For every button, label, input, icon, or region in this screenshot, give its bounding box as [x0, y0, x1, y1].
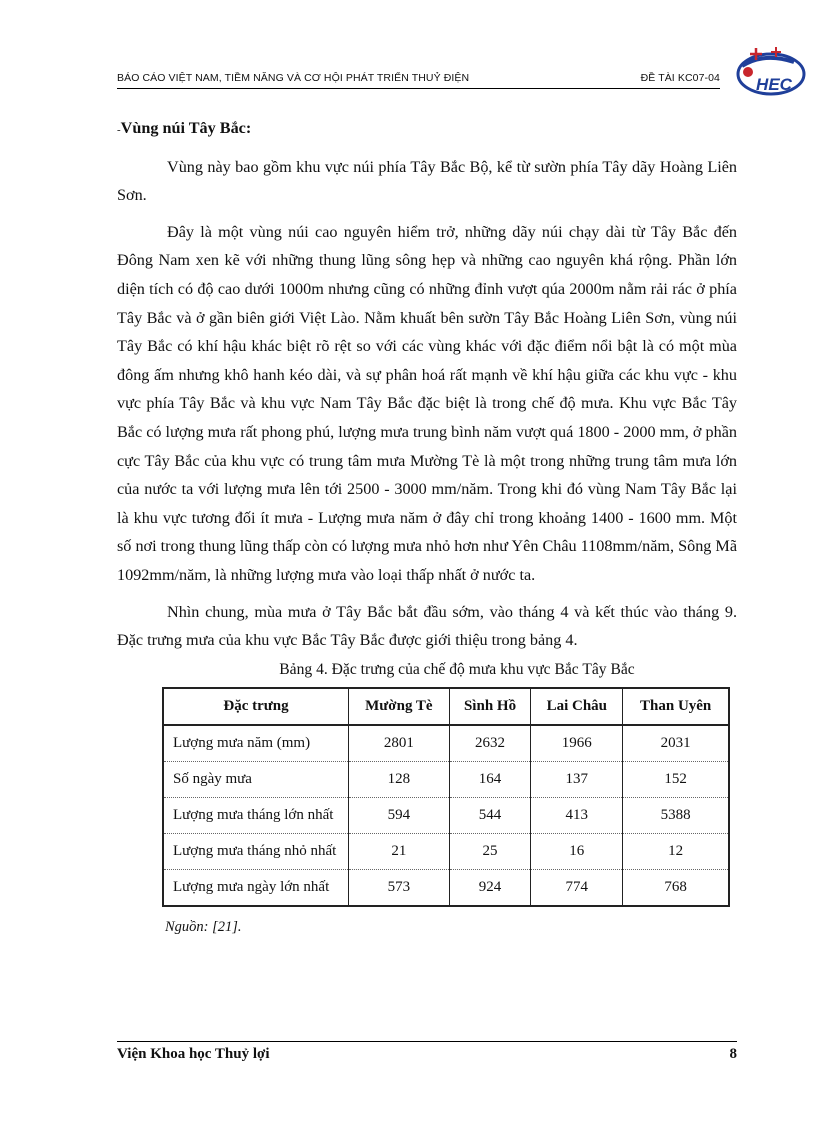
cell-value: 594	[349, 797, 450, 833]
section-heading	[117, 114, 737, 145]
col-header-lai-chau: Lai Châu	[531, 688, 623, 725]
paragraph-1: Vùng này bao gồm khu vực núi phía Tây Bắc Bộ, kể từ sườn phía Tây dãy Hoàng Liên Sơn.	[117, 157, 737, 205]
table-row	[163, 833, 729, 869]
page-number: 8	[729, 1046, 737, 1062]
col-header-muong-te: Mường Tè	[349, 688, 450, 725]
col-header-than-uyen: Than Uyên	[623, 688, 729, 725]
cell-value: 774	[531, 869, 623, 906]
cell-value: 21	[349, 833, 450, 869]
table-header-row	[163, 688, 729, 725]
cell-value: 413	[531, 797, 623, 833]
cell-value: 768	[623, 869, 729, 906]
footer-institute: Viện Khoa học Thuỷ lợi	[117, 1046, 270, 1062]
header-project-code: ĐỀ TÀI KC07-04	[640, 72, 720, 84]
table-source: Nguồn: [21].	[165, 918, 242, 935]
cell-value: 137	[531, 761, 623, 797]
page-footer	[117, 1041, 737, 1063]
hec-logo	[734, 44, 808, 100]
table-row	[163, 725, 729, 762]
table-row	[163, 869, 729, 906]
page-header	[117, 72, 720, 89]
col-header-characteristic: Đặc trưng	[163, 688, 349, 725]
heading-text: Vùng núi Tây Bắc:	[120, 119, 252, 137]
cell-value: 544	[449, 797, 531, 833]
header-report-title: BÁO CÁO VIỆT NAM, TIỀM NĂNG VÀ CƠ HỘI PHÁT TRIỂN THUỶ ĐIỆN	[117, 72, 470, 84]
table-row	[163, 761, 729, 797]
document-body	[117, 114, 737, 941]
cell-value: 924	[449, 869, 531, 906]
table-row	[163, 797, 729, 833]
row-label: Lượng mưa năm (mm)	[163, 725, 349, 762]
table-caption: Bảng 4. Đặc trưng của chế độ mưa khu vực Bắc Tây Bắc	[279, 660, 635, 678]
cell-value: 1966	[531, 725, 623, 762]
cell-value: 12	[623, 833, 729, 869]
col-header-sinh-ho: Sình Hồ	[449, 688, 531, 725]
cell-value: 16	[531, 833, 623, 869]
cell-value: 152	[623, 761, 729, 797]
cell-value: 2632	[449, 725, 531, 762]
heading-dash: -	[117, 124, 121, 136]
rainfall-table	[162, 687, 730, 907]
cell-value: 128	[349, 761, 450, 797]
row-label: Số ngày mưa	[163, 761, 349, 797]
paragraph-3: Nhìn chung, mùa mưa ở Tây Bắc bắt đầu sớm, vào tháng 4 và kết thúc vào tháng 9. Đặc trưng mưa của khu vực Bắc Tây Bắc được giới thiệu trong bảng 4.	[117, 602, 737, 650]
row-label: Lượng mưa tháng nhỏ nhất	[163, 833, 349, 869]
row-label: Lượng mưa tháng lớn nhất	[163, 797, 349, 833]
cell-value: 5388	[623, 797, 729, 833]
cell-value: 25	[449, 833, 531, 869]
cell-value: 573	[349, 869, 450, 906]
paragraph-2: Đây là một vùng núi cao nguyên hiểm trở, những dãy núi chạy dài từ Tây Bắc đến Đông Nam xen kẽ với những thung lũng sông hẹp và những cao nguyên khá rộng. Phần lớn diện tích có độ cao dưới 1000m nhưng cũng có những đỉnh vượt qúa 2000m nằm rải rác ở phía Tây Bắc và ở gần biên giới Việt Lào. Nằm khuất bên sườn Tây Bắc Hoàng Liên Sơn, vùng núi Tây Bắc có khí hậu khác biệt rõ rệt so với các vùng khác với đặc điểm nổi bật là có một mùa đông ấm nhưng khô hanh kéo dài, và sự phân hoá rất mạnh về khí hậu giữa các khu vực - khu vực phía Tây Bắc và khu vực Nam Tây Bắc đặc biệt là trong chế độ mưa. Khu vực Bắc Tây Bắc có lượng mưa rất phong phú, lượng mưa trung bình năm vượt quá 1800 - 2000 mm, ở phần cực Tây Bắc của khu vực có trung tâm mưa Mường Tè là một trong những trung tâm mưa lớn của nước ta với lượng mưa lên tới 2500 - 3000 mm/năm. Trong khi đó vùng Nam Tây Bắc lại là khu vực tương đối ít mưa - Lượng mưa năm ở đây chỉ trong khoảng 1400 - 1600 mm. Một số nơi trong thung lũng thấp còn có lượng mưa nhỏ hơn như Yên Châu 1108mm/năm, Sông Mã 1092mm/năm, là những lượng mưa vào loại thấp nhất ở nước ta.	[117, 222, 738, 584]
row-label: Lượng mưa ngày lớn nhất	[163, 869, 349, 906]
logo-text: HEC	[756, 75, 792, 94]
cell-value: 2031	[623, 725, 729, 762]
cell-value: 2801	[349, 725, 450, 762]
cell-value: 164	[449, 761, 531, 797]
